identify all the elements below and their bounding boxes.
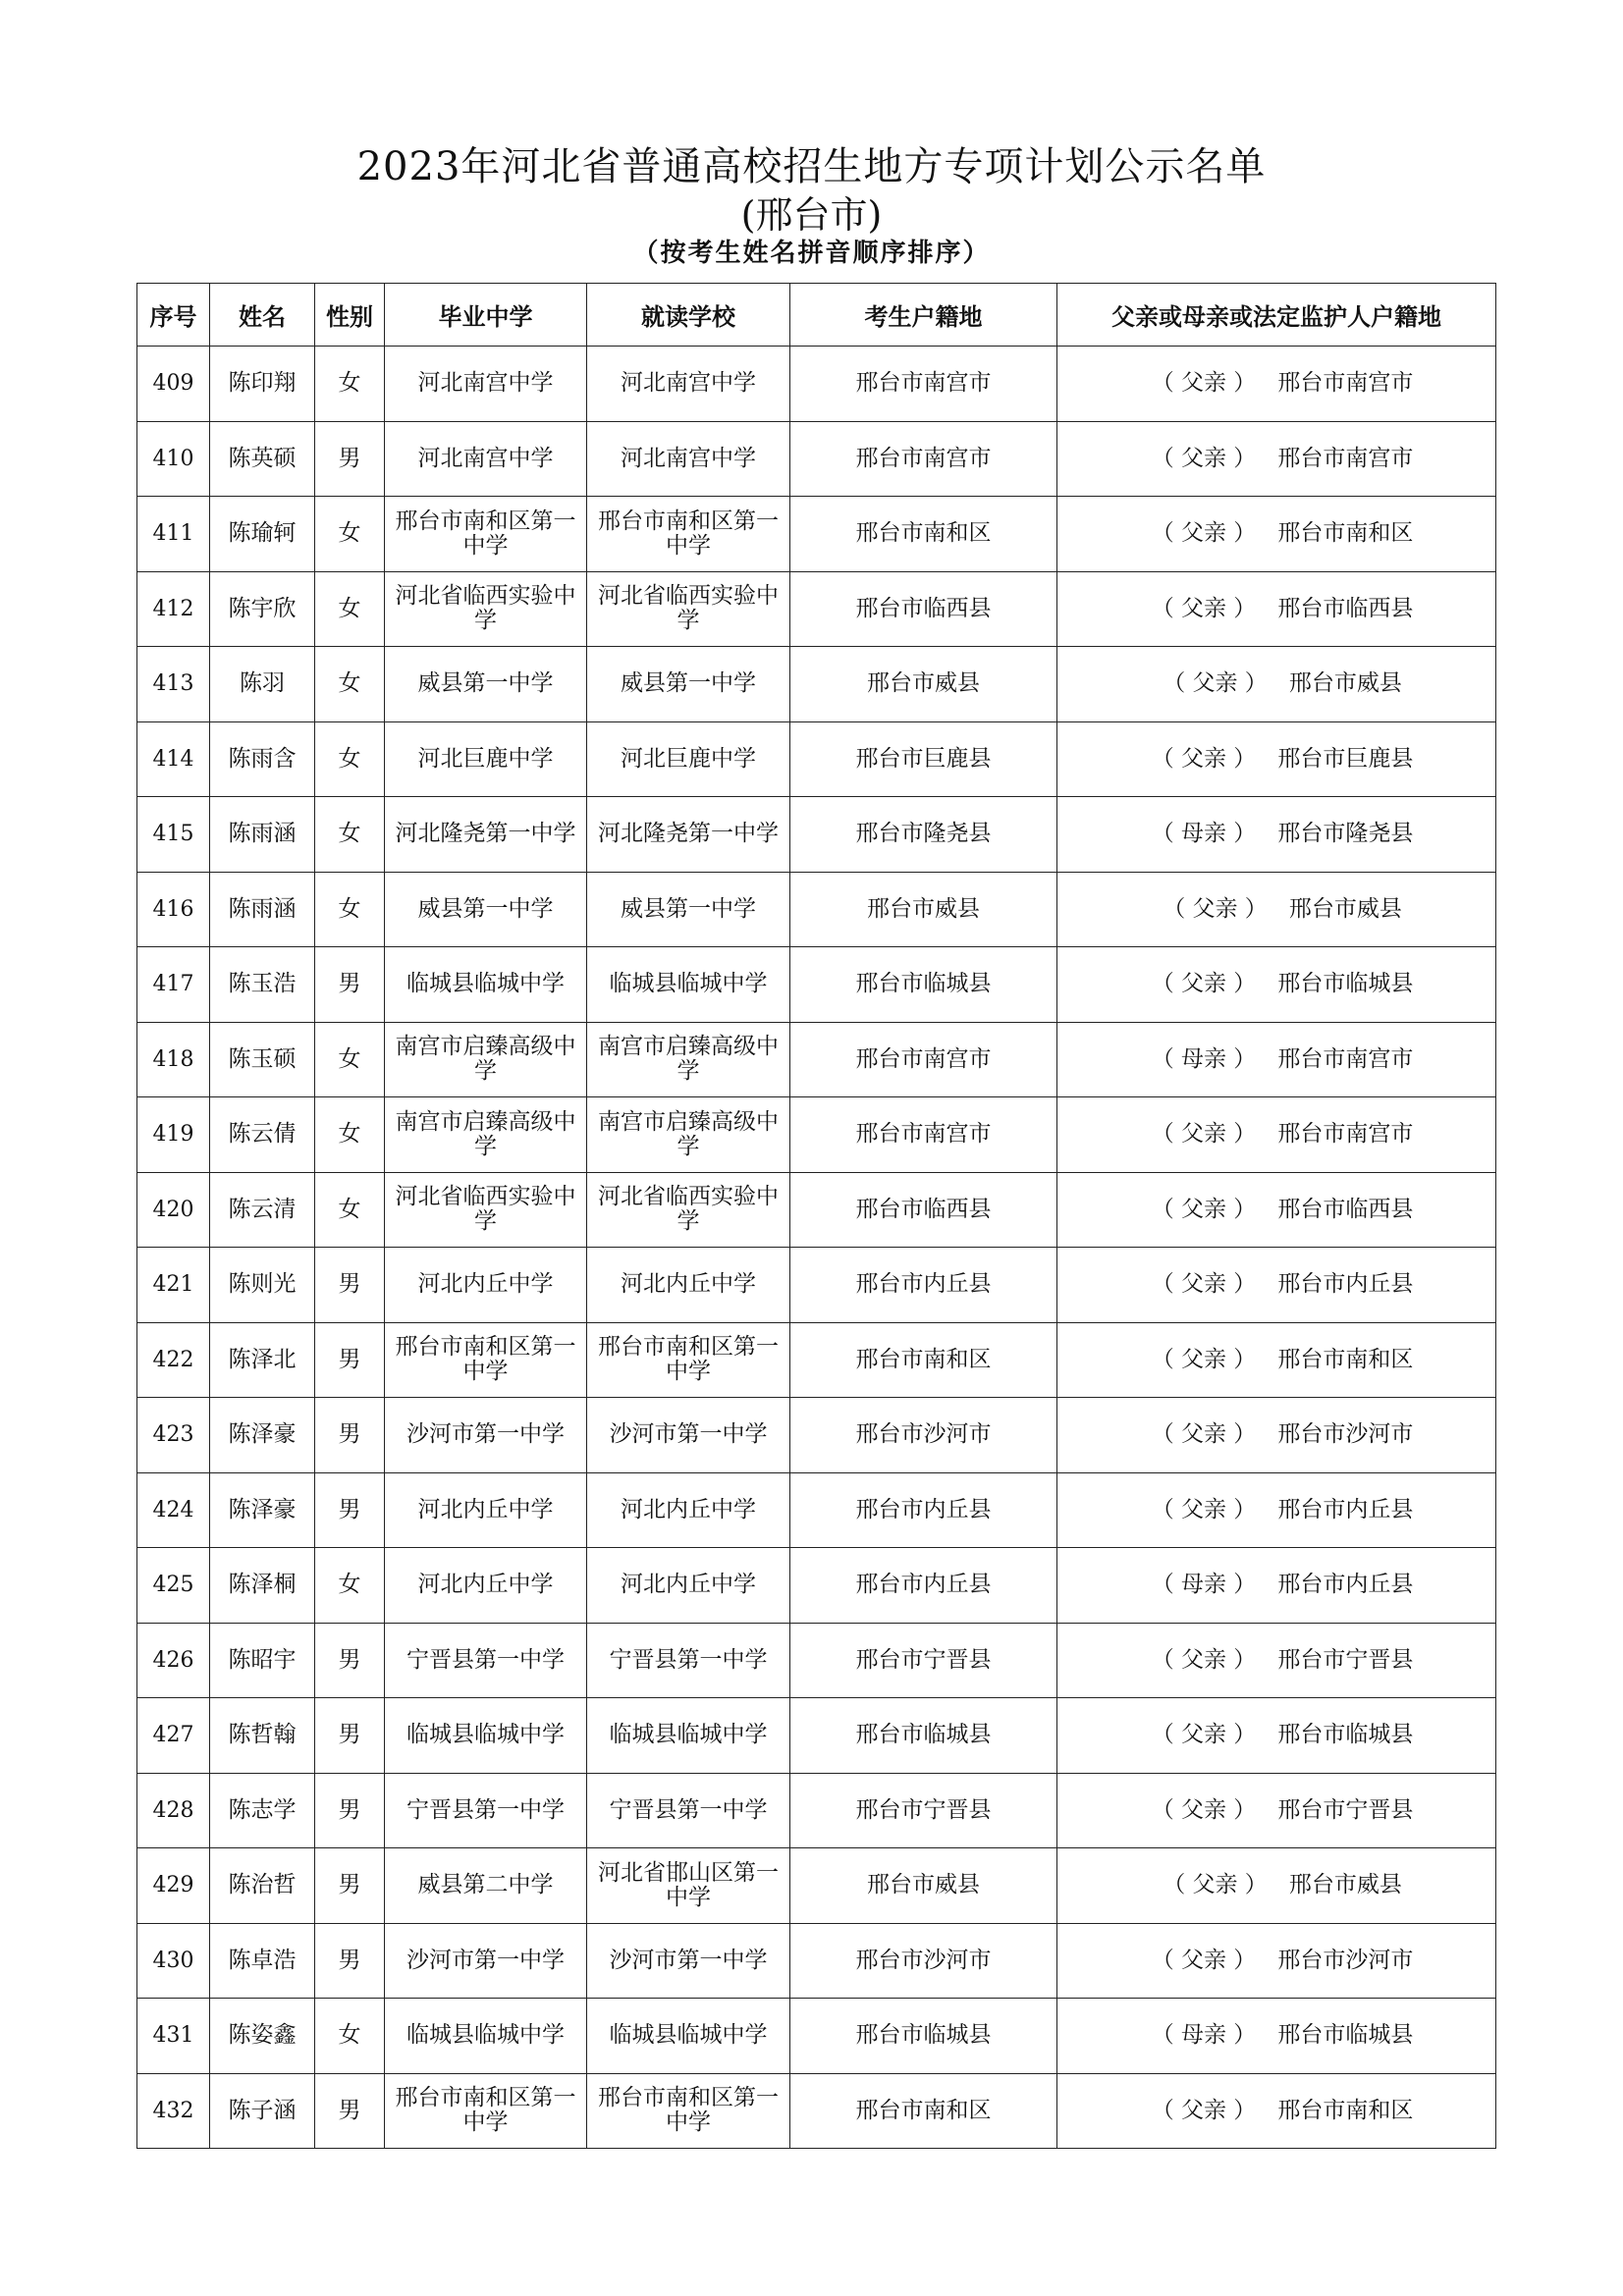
gender-cell: 女 bbox=[315, 1022, 385, 1097]
name-cell: 陈雨涵 bbox=[210, 797, 315, 873]
graduated-school-cell: 南宫市启臻高级中学 bbox=[385, 1097, 587, 1173]
table-row bbox=[137, 1398, 1496, 1473]
guardian-hukou-place: 邢台市沙河市 bbox=[1277, 1421, 1414, 1448]
name-cell: 陈玉硕 bbox=[210, 1022, 315, 1097]
gender-cell: 男 bbox=[315, 2073, 385, 2149]
seq-cell: 432 bbox=[137, 2073, 210, 2149]
hukou-cell: 邢台市临城县 bbox=[790, 1999, 1057, 2074]
guardian-hukou-cell bbox=[1057, 571, 1496, 647]
current-school-cell: 邢台市南和区第一中学 bbox=[587, 2073, 790, 2149]
table-row bbox=[137, 1097, 1496, 1173]
document-subtitle: (邢台市) bbox=[740, 193, 883, 237]
gender-cell: 女 bbox=[315, 647, 385, 722]
gender-cell: 男 bbox=[315, 1923, 385, 1999]
hukou-cell: 邢台市沙河市 bbox=[790, 1923, 1057, 1999]
graduated-school-cell: 河北省临西实验中学 bbox=[385, 1172, 587, 1248]
hukou-cell: 邢台市威县 bbox=[790, 647, 1057, 722]
header-graduated-school: 毕业中学 bbox=[385, 284, 587, 347]
guardian-relation: （ 父亲 ） bbox=[1151, 595, 1257, 621]
seq-cell: 426 bbox=[137, 1623, 210, 1698]
guardian-hukou-place: 邢台市临城县 bbox=[1277, 1722, 1414, 1748]
guardian-hukou-place: 邢台市宁晋县 bbox=[1277, 1646, 1414, 1673]
gender-cell: 女 bbox=[315, 497, 385, 572]
seq-cell: 425 bbox=[137, 1548, 210, 1624]
guardian-hukou-place: 邢台市南宫市 bbox=[1277, 445, 1414, 471]
graduated-school-cell: 南宫市启臻高级中学 bbox=[385, 1022, 587, 1097]
current-school-cell: 邢台市南和区第一中学 bbox=[587, 1322, 790, 1398]
table-row bbox=[137, 1548, 1496, 1624]
seq-cell: 431 bbox=[137, 1999, 210, 2074]
guardian-hukou-cell bbox=[1057, 1848, 1496, 1924]
hukou-cell: 邢台市南宫市 bbox=[790, 1097, 1057, 1173]
graduated-school-cell: 河北隆尧第一中学 bbox=[385, 797, 587, 873]
graduated-school-cell: 河北巨鹿中学 bbox=[385, 721, 587, 797]
guardian-hukou-cell bbox=[1057, 1999, 1496, 2074]
hukou-cell: 邢台市宁晋县 bbox=[790, 1773, 1057, 1848]
current-school-cell: 河北省临西实验中学 bbox=[587, 1172, 790, 1248]
table-row bbox=[137, 797, 1496, 873]
table-row bbox=[137, 1248, 1496, 1323]
name-cell: 陈泽豪 bbox=[210, 1398, 315, 1473]
name-cell: 陈昭宇 bbox=[210, 1623, 315, 1698]
gender-cell: 男 bbox=[315, 1623, 385, 1698]
guardian-relation: （ 父亲 ） bbox=[1151, 1722, 1257, 1748]
guardian-hukou-cell bbox=[1057, 1698, 1496, 1774]
guardian-relation: （ 母亲 ） bbox=[1151, 2022, 1257, 2049]
name-cell: 陈英硕 bbox=[210, 421, 315, 497]
table-row bbox=[137, 1999, 1496, 2074]
guardian-hukou-cell bbox=[1057, 1773, 1496, 1848]
seq-cell: 418 bbox=[137, 1022, 210, 1097]
name-cell: 陈羽 bbox=[210, 647, 315, 722]
name-cell: 陈卓浩 bbox=[210, 1923, 315, 1999]
guardian-relation: （ 父亲 ） bbox=[1151, 1121, 1257, 1148]
guardian-relation: （ 母亲 ） bbox=[1151, 1572, 1257, 1598]
current-school-cell: 河北内丘中学 bbox=[587, 1248, 790, 1323]
table-row bbox=[137, 1623, 1496, 1698]
guardian-relation: （ 母亲 ） bbox=[1151, 1045, 1257, 1072]
guardian-relation: （ 父亲 ） bbox=[1151, 1421, 1257, 1448]
header-current-school: 就读学校 bbox=[587, 284, 790, 347]
header-hukou: 考生户籍地 bbox=[790, 284, 1057, 347]
header-gender: 性别 bbox=[315, 284, 385, 347]
guardian-hukou-place: 邢台市临城县 bbox=[1277, 971, 1414, 997]
hukou-cell: 邢台市威县 bbox=[790, 872, 1057, 947]
guardian-hukou-place: 邢台市巨鹿县 bbox=[1277, 745, 1414, 772]
guardian-relation: （ 父亲 ） bbox=[1151, 1646, 1257, 1673]
hukou-cell: 邢台市南宫市 bbox=[790, 1022, 1057, 1097]
name-cell: 陈瑜轲 bbox=[210, 497, 315, 572]
header-seq: 序号 bbox=[137, 284, 210, 347]
guardian-relation: （ 父亲 ） bbox=[1151, 1796, 1257, 1823]
table-row bbox=[137, 1698, 1496, 1774]
table-row bbox=[137, 872, 1496, 947]
guardian-relation: （ 父亲 ） bbox=[1163, 895, 1268, 922]
current-school-cell: 河北隆尧第一中学 bbox=[587, 797, 790, 873]
gender-cell: 男 bbox=[315, 1773, 385, 1848]
gender-cell: 女 bbox=[315, 1097, 385, 1173]
graduated-school-cell: 河北内丘中学 bbox=[385, 1248, 587, 1323]
table-row bbox=[137, 1322, 1496, 1398]
guardian-hukou-cell bbox=[1057, 421, 1496, 497]
guardian-hukou-place: 邢台市南和区 bbox=[1277, 520, 1414, 547]
graduated-school-cell: 邢台市南和区第一中学 bbox=[385, 1322, 587, 1398]
name-cell: 陈泽北 bbox=[210, 1322, 315, 1398]
name-cell: 陈泽桐 bbox=[210, 1548, 315, 1624]
guardian-relation: （ 父亲 ） bbox=[1163, 1872, 1268, 1898]
seq-cell: 415 bbox=[137, 797, 210, 873]
guardian-relation: （ 父亲 ） bbox=[1151, 1346, 1257, 1372]
name-cell: 陈印翔 bbox=[210, 347, 315, 422]
guardian-relation: （ 父亲 ） bbox=[1151, 971, 1257, 997]
guardian-relation: （ 母亲 ） bbox=[1151, 821, 1257, 847]
guardian-hukou-place: 邢台市南宫市 bbox=[1277, 370, 1414, 397]
graduated-school-cell: 威县第一中学 bbox=[385, 872, 587, 947]
guardian-hukou-cell bbox=[1057, 647, 1496, 722]
seq-cell: 424 bbox=[137, 1472, 210, 1548]
seq-cell: 430 bbox=[137, 1923, 210, 1999]
seq-cell: 411 bbox=[137, 497, 210, 572]
guardian-hukou-cell bbox=[1057, 1623, 1496, 1698]
guardian-relation: （ 父亲 ） bbox=[1151, 445, 1257, 471]
guardian-hukou-cell bbox=[1057, 1022, 1496, 1097]
gender-cell: 女 bbox=[315, 721, 385, 797]
current-school-cell: 河北内丘中学 bbox=[587, 1548, 790, 1624]
table-row bbox=[137, 1172, 1496, 1248]
table-row bbox=[137, 571, 1496, 647]
current-school-cell: 临城县临城中学 bbox=[587, 1698, 790, 1774]
table-row bbox=[137, 421, 1496, 497]
gender-cell: 女 bbox=[315, 571, 385, 647]
hukou-cell: 邢台市南宫市 bbox=[790, 347, 1057, 422]
current-school-cell: 南宫市启臻高级中学 bbox=[587, 1022, 790, 1097]
table-row bbox=[137, 1773, 1496, 1848]
guardian-hukou-place: 邢台市临西县 bbox=[1277, 595, 1414, 621]
guardian-hukou-place: 邢台市内丘县 bbox=[1277, 1572, 1414, 1598]
gender-cell: 女 bbox=[315, 1999, 385, 2074]
guardian-relation: （ 父亲 ） bbox=[1151, 2097, 1257, 2123]
name-cell: 陈云清 bbox=[210, 1172, 315, 1248]
guardian-relation: （ 父亲 ） bbox=[1151, 1271, 1257, 1298]
gender-cell: 女 bbox=[315, 1548, 385, 1624]
guardian-hukou-cell bbox=[1057, 872, 1496, 947]
name-cell: 陈哲翰 bbox=[210, 1698, 315, 1774]
table-body bbox=[137, 347, 1496, 2149]
guardian-hukou-cell bbox=[1057, 497, 1496, 572]
hukou-cell: 邢台市临城县 bbox=[790, 1698, 1057, 1774]
name-cell: 陈子涵 bbox=[210, 2073, 315, 2149]
current-school-cell: 河北南宫中学 bbox=[587, 421, 790, 497]
guardian-hukou-place: 邢台市内丘县 bbox=[1277, 1271, 1414, 1298]
current-school-cell: 河北内丘中学 bbox=[587, 1472, 790, 1548]
guardian-hukou-cell bbox=[1057, 2073, 1496, 2149]
guardian-hukou-cell bbox=[1057, 1322, 1496, 1398]
graduated-school-cell: 邢台市南和区第一中学 bbox=[385, 2073, 587, 2149]
gender-cell: 男 bbox=[315, 1848, 385, 1924]
graduated-school-cell: 河北省临西实验中学 bbox=[385, 571, 587, 647]
name-cell: 陈治哲 bbox=[210, 1848, 315, 1924]
name-cell: 陈泽豪 bbox=[210, 1472, 315, 1548]
seq-cell: 428 bbox=[137, 1773, 210, 1848]
hukou-cell: 邢台市南和区 bbox=[790, 1322, 1057, 1398]
gender-cell: 男 bbox=[315, 421, 385, 497]
seq-cell: 423 bbox=[137, 1398, 210, 1473]
guardian-hukou-place: 邢台市临西县 bbox=[1277, 1196, 1414, 1222]
seq-cell: 421 bbox=[137, 1248, 210, 1323]
seq-cell: 413 bbox=[137, 647, 210, 722]
graduated-school-cell: 沙河市第一中学 bbox=[385, 1923, 587, 1999]
header-name: 姓名 bbox=[210, 284, 315, 347]
table-row bbox=[137, 647, 1496, 722]
guardian-hukou-cell bbox=[1057, 1472, 1496, 1548]
name-cell: 陈则光 bbox=[210, 1248, 315, 1323]
seq-cell: 409 bbox=[137, 347, 210, 422]
name-cell: 陈志学 bbox=[210, 1773, 315, 1848]
roster-table bbox=[136, 283, 1496, 2149]
table-row bbox=[137, 1923, 1496, 1999]
hukou-cell: 邢台市南宫市 bbox=[790, 421, 1057, 497]
guardian-relation: （ 父亲 ） bbox=[1151, 370, 1257, 397]
current-school-cell: 邢台市南和区第一中学 bbox=[587, 497, 790, 572]
header-guardian-hukou: 父亲或母亲或法定监护人户籍地 bbox=[1057, 284, 1496, 347]
name-cell: 陈雨含 bbox=[210, 721, 315, 797]
guardian-hukou-cell bbox=[1057, 1398, 1496, 1473]
guardian-hukou-place: 邢台市南和区 bbox=[1277, 1346, 1414, 1372]
seq-cell: 422 bbox=[137, 1322, 210, 1398]
graduated-school-cell: 临城县临城中学 bbox=[385, 1698, 587, 1774]
seq-cell: 417 bbox=[137, 947, 210, 1023]
guardian-hukou-place: 邢台市威县 bbox=[1288, 670, 1402, 697]
gender-cell: 女 bbox=[315, 347, 385, 422]
graduated-school-cell: 宁晋县第一中学 bbox=[385, 1773, 587, 1848]
name-cell: 陈玉浩 bbox=[210, 947, 315, 1023]
current-school-cell: 临城县临城中学 bbox=[587, 1999, 790, 2074]
current-school-cell: 河北巨鹿中学 bbox=[587, 721, 790, 797]
hukou-cell: 邢台市内丘县 bbox=[790, 1248, 1057, 1323]
graduated-school-cell: 威县第二中学 bbox=[385, 1848, 587, 1924]
graduated-school-cell: 河北南宫中学 bbox=[385, 347, 587, 422]
guardian-hukou-place: 邢台市临城县 bbox=[1277, 2022, 1414, 2049]
hukou-cell: 邢台市隆尧县 bbox=[790, 797, 1057, 873]
current-school-cell: 临城县临城中学 bbox=[587, 947, 790, 1023]
table-row bbox=[137, 347, 1496, 422]
guardian-hukou-place: 邢台市南宫市 bbox=[1277, 1045, 1414, 1072]
table-header-row bbox=[137, 284, 1496, 347]
hukou-cell: 邢台市临西县 bbox=[790, 1172, 1057, 1248]
guardian-hukou-cell bbox=[1057, 1097, 1496, 1173]
guardian-relation: （ 父亲 ） bbox=[1163, 670, 1268, 697]
table-row bbox=[137, 1848, 1496, 1924]
hukou-cell: 邢台市内丘县 bbox=[790, 1472, 1057, 1548]
current-school-cell: 宁晋县第一中学 bbox=[587, 1623, 790, 1698]
gender-cell: 女 bbox=[315, 797, 385, 873]
document-title: 2023年河北省普通高校招生地方专项计划公示名单 bbox=[356, 144, 1267, 189]
graduated-school-cell: 邢台市南和区第一中学 bbox=[385, 497, 587, 572]
guardian-hukou-place: 邢台市隆尧县 bbox=[1277, 821, 1414, 847]
table-row bbox=[137, 497, 1496, 572]
guardian-hukou-cell bbox=[1057, 797, 1496, 873]
current-school-cell: 河北省临西实验中学 bbox=[587, 571, 790, 647]
guardian-relation: （ 父亲 ） bbox=[1151, 1496, 1257, 1522]
guardian-relation: （ 父亲 ） bbox=[1151, 1947, 1257, 1973]
gender-cell: 男 bbox=[315, 947, 385, 1023]
guardian-hukou-cell bbox=[1057, 721, 1496, 797]
hukou-cell: 邢台市沙河市 bbox=[790, 1398, 1057, 1473]
table-row bbox=[137, 947, 1496, 1023]
sort-note: （按考生姓名拼音顺序排序） bbox=[632, 239, 991, 268]
guardian-hukou-place: 邢台市沙河市 bbox=[1277, 1947, 1414, 1973]
hukou-cell: 邢台市内丘县 bbox=[790, 1548, 1057, 1624]
guardian-hukou-place: 邢台市威县 bbox=[1288, 1872, 1402, 1898]
current-school-cell: 沙河市第一中学 bbox=[587, 1398, 790, 1473]
guardian-relation: （ 父亲 ） bbox=[1151, 1196, 1257, 1222]
current-school-cell: 河北南宫中学 bbox=[587, 347, 790, 422]
current-school-cell: 沙河市第一中学 bbox=[587, 1923, 790, 1999]
hukou-cell: 邢台市南和区 bbox=[790, 497, 1057, 572]
current-school-cell: 威县第一中学 bbox=[587, 647, 790, 722]
seq-cell: 416 bbox=[137, 872, 210, 947]
seq-cell: 429 bbox=[137, 1848, 210, 1924]
seq-cell: 414 bbox=[137, 721, 210, 797]
guardian-relation: （ 父亲 ） bbox=[1151, 745, 1257, 772]
seq-cell: 412 bbox=[137, 571, 210, 647]
hukou-cell: 邢台市临城县 bbox=[790, 947, 1057, 1023]
graduated-school-cell: 沙河市第一中学 bbox=[385, 1398, 587, 1473]
guardian-hukou-place: 邢台市宁晋县 bbox=[1277, 1796, 1414, 1823]
hukou-cell: 邢台市宁晋县 bbox=[790, 1623, 1057, 1698]
seq-cell: 427 bbox=[137, 1698, 210, 1774]
table-row bbox=[137, 2073, 1496, 2149]
graduated-school-cell: 威县第一中学 bbox=[385, 647, 587, 722]
guardian-hukou-cell bbox=[1057, 1172, 1496, 1248]
graduated-school-cell: 河北南宫中学 bbox=[385, 421, 587, 497]
table-row bbox=[137, 1022, 1496, 1097]
guardian-hukou-place: 邢台市威县 bbox=[1288, 895, 1402, 922]
hukou-cell: 邢台市临西县 bbox=[790, 571, 1057, 647]
graduated-school-cell: 河北内丘中学 bbox=[385, 1548, 587, 1624]
table-row bbox=[137, 721, 1496, 797]
hukou-cell: 邢台市威县 bbox=[790, 1848, 1057, 1924]
guardian-hukou-cell bbox=[1057, 347, 1496, 422]
current-school-cell: 南宫市启臻高级中学 bbox=[587, 1097, 790, 1173]
guardian-relation: （ 父亲 ） bbox=[1151, 520, 1257, 547]
current-school-cell: 威县第一中学 bbox=[587, 872, 790, 947]
gender-cell: 男 bbox=[315, 1472, 385, 1548]
guardian-hukou-place: 邢台市南宫市 bbox=[1277, 1121, 1414, 1148]
current-school-cell: 宁晋县第一中学 bbox=[587, 1773, 790, 1848]
gender-cell: 男 bbox=[315, 1322, 385, 1398]
seq-cell: 419 bbox=[137, 1097, 210, 1173]
guardian-hukou-place: 邢台市南和区 bbox=[1277, 2097, 1414, 2123]
name-cell: 陈姿鑫 bbox=[210, 1999, 315, 2074]
graduated-school-cell: 宁晋县第一中学 bbox=[385, 1623, 587, 1698]
guardian-hukou-cell bbox=[1057, 1248, 1496, 1323]
guardian-hukou-cell bbox=[1057, 947, 1496, 1023]
gender-cell: 男 bbox=[315, 1698, 385, 1774]
gender-cell: 男 bbox=[315, 1248, 385, 1323]
name-cell: 陈宇欣 bbox=[210, 571, 315, 647]
gender-cell: 男 bbox=[315, 1398, 385, 1473]
gender-cell: 女 bbox=[315, 872, 385, 947]
guardian-hukou-cell bbox=[1057, 1548, 1496, 1624]
table-row bbox=[137, 1472, 1496, 1548]
name-cell: 陈云倩 bbox=[210, 1097, 315, 1173]
hukou-cell: 邢台市南和区 bbox=[790, 2073, 1057, 2149]
hukou-cell: 邢台市巨鹿县 bbox=[790, 721, 1057, 797]
name-cell: 陈雨涵 bbox=[210, 872, 315, 947]
graduated-school-cell: 河北内丘中学 bbox=[385, 1472, 587, 1548]
seq-cell: 420 bbox=[137, 1172, 210, 1248]
seq-cell: 410 bbox=[137, 421, 210, 497]
guardian-hukou-place: 邢台市内丘县 bbox=[1277, 1496, 1414, 1522]
gender-cell: 女 bbox=[315, 1172, 385, 1248]
graduated-school-cell: 临城县临城中学 bbox=[385, 1999, 587, 2074]
guardian-hukou-cell bbox=[1057, 1923, 1496, 1999]
current-school-cell: 河北省邯山区第一中学 bbox=[587, 1848, 790, 1924]
graduated-school-cell: 临城县临城中学 bbox=[385, 947, 587, 1023]
